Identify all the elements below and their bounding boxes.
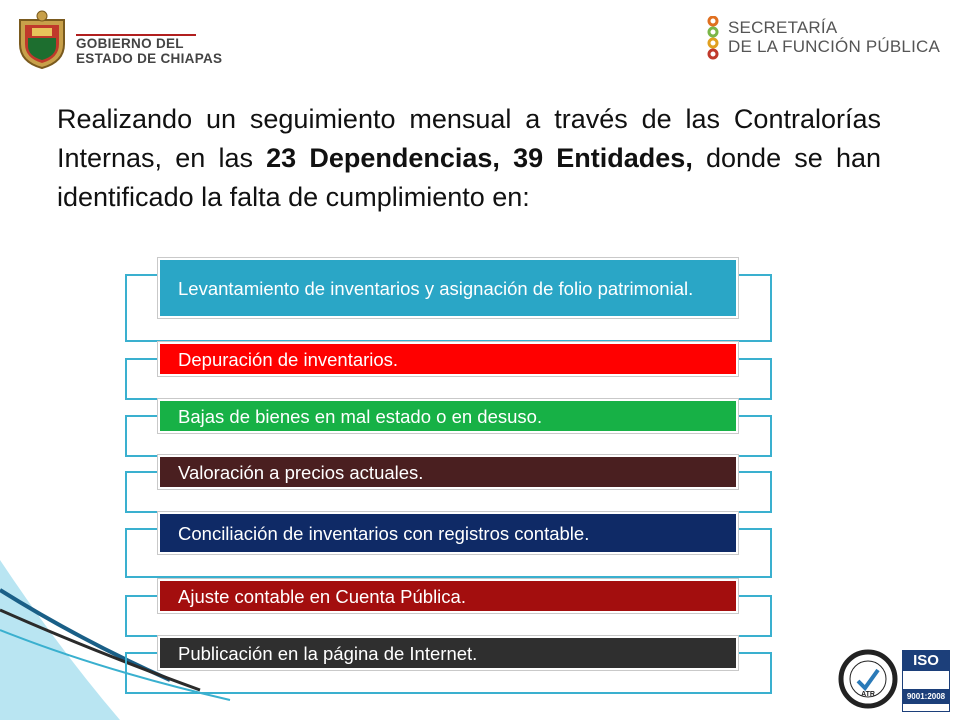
gob-line1: GOBIERNO DEL [76,36,184,51]
item-box [158,579,738,613]
item-box [158,455,738,489]
item-box [158,512,738,554]
gob-title [76,36,222,66]
sfp-line2: DE LA FUNCIÓN PÚBLICA [728,37,941,56]
intro-part1: Realizando un seguimiento mensual a través de las Contralorías Internas, en las [57,104,881,173]
item-box [158,399,738,433]
item-box [158,636,738,670]
item-label: Conciliación de inventarios con registros contable. [178,522,590,544]
item-label: Ajuste contable en Cuenta Pública. [178,585,466,607]
iso-main: ISO [903,651,949,671]
gob-line2: ESTADO DE CHIAPAS [76,51,223,66]
item-label: Bajas de bienes en mal estado o en desuso. [178,405,543,427]
sfp-line1: SECRETARÍA [728,18,838,37]
seal-mark: ATR [861,691,875,698]
item-label: Levantamiento de inventarios y asignación de folio patrimonial. [178,277,694,299]
chiapas-shield-icon [14,10,70,70]
iso-number: 9001:2008 [903,690,949,704]
iso-certified-seal-icon [838,644,898,714]
iso-badges [838,644,950,714]
item-label: Depuración de inventarios. [178,348,399,370]
intro-part2: donde se han identificado la falta de cumplimiento en: [57,143,881,212]
item-box [158,258,738,318]
iso-box [902,650,950,712]
sfp-title [728,18,940,56]
item-box [158,342,738,376]
intro-paragraph [57,100,881,217]
intro-bold: 23 Dependencias, 39 Entidades, [266,143,693,173]
sfp-logo-icon [704,16,722,62]
item-label: Valoración a precios actuales. [178,461,424,483]
item-label: Publicación en la página de Internet. [178,642,478,664]
